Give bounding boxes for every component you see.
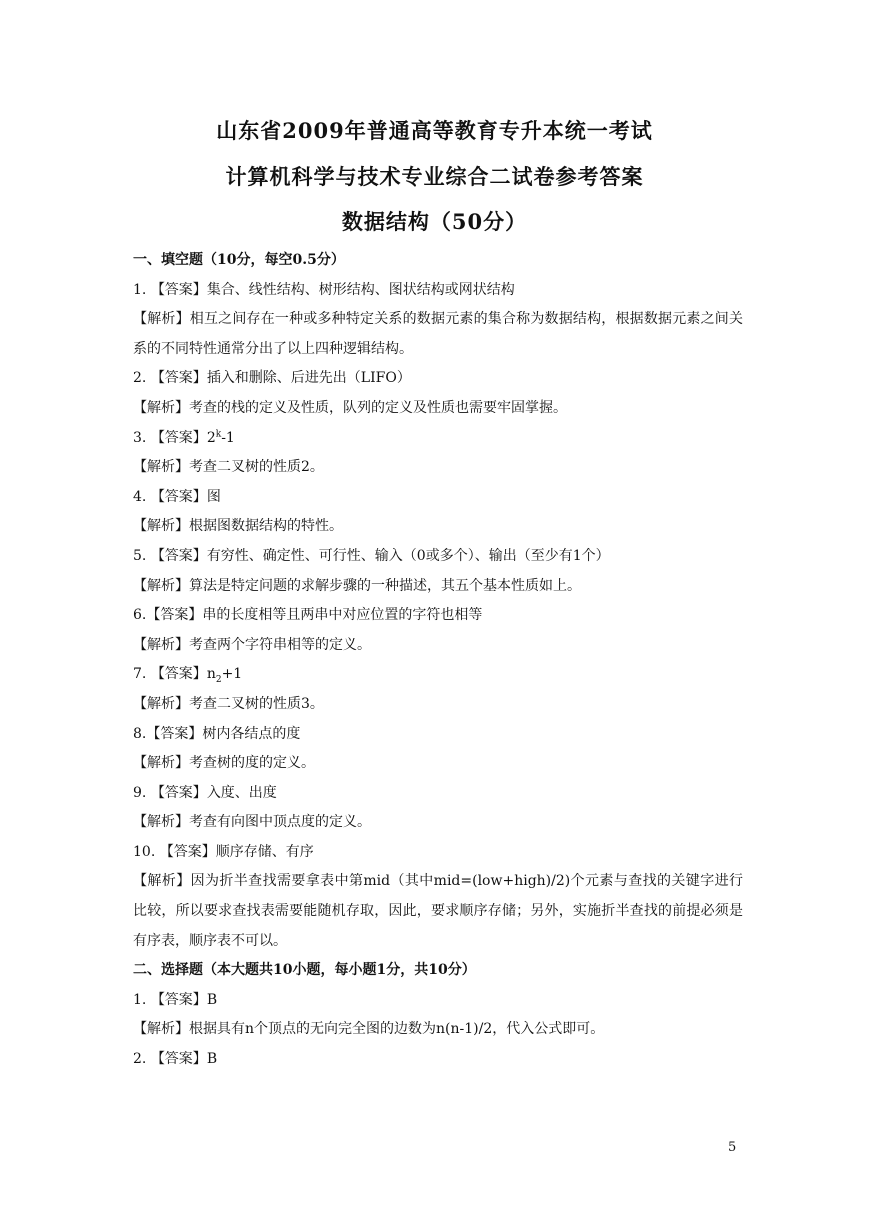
explanation-text: 算法是特定问题的求解步骤的一种描述，其五个基本性质如上。	[189, 577, 581, 594]
answer-line	[133, 1045, 743, 1075]
explanation-line	[133, 453, 743, 483]
answer-text: 插入和删除、后进先出（LIFO）	[206, 370, 411, 387]
answer-line	[133, 364, 743, 394]
explanation-line	[133, 512, 743, 542]
answer-line	[133, 542, 743, 572]
explanation-tag: 【解析】	[133, 636, 189, 653]
answer-text: 树内各结点的度	[202, 725, 301, 742]
answer-tag: 【答案】	[150, 666, 207, 683]
question-number: 4.	[133, 488, 147, 505]
explanation-line	[133, 690, 743, 720]
answer-line	[133, 720, 743, 750]
answer-text: B	[206, 991, 218, 1008]
question-number: 8.	[133, 725, 147, 742]
explanation-tag: 【解析】	[133, 459, 189, 476]
answer-formula: 2$^k$-1	[206, 428, 235, 446]
section-title: 数据结构（50分）	[341, 209, 528, 234]
explanation-tag: 【解析】	[133, 695, 189, 712]
question-number: 9.	[133, 784, 147, 801]
answer-tag: 【答案】	[150, 488, 207, 505]
question-number: 7.	[133, 666, 147, 683]
question-number: 2.	[133, 370, 147, 387]
answer-tag: 【答案】	[159, 843, 216, 860]
question-number: 2.	[133, 1051, 147, 1068]
explanation-tag: 【解析】	[133, 311, 190, 328]
answer-line	[133, 779, 743, 809]
answer-text: 入度、出度	[206, 784, 277, 801]
answer-tag: 【答案】	[150, 429, 207, 446]
answer-line	[133, 601, 743, 631]
answer-line	[133, 838, 743, 868]
answer-tag: 【答案】	[150, 547, 207, 564]
explanation-text: 根据具有n个顶点的无向完全图的边数为n(n-1)/2，代入公式即可。	[189, 1021, 605, 1038]
explanation-line	[133, 749, 743, 779]
explanation-tag: 【解析】	[133, 873, 191, 890]
explanation-line	[133, 572, 743, 602]
explanation-tag: 【解析】	[133, 1021, 189, 1038]
answer-content	[133, 246, 743, 1075]
explanation-line	[133, 305, 743, 364]
answer-line	[133, 986, 743, 1016]
explanation-text: 因为折半查找需要拿表中第mid（其中mid=(low+high)/2)个元素与查找的关键字进行比较，所以要求查找表需要能随机存取，因此，要求顺序存储；另外，实施折半查找的前提必须是有序表，顺序表不可以。	[133, 873, 743, 949]
answer-text: 顺序存储、有序	[215, 843, 314, 860]
explanation-text: 相互之间存在一种或多种特定关系的数据元素的集合称为数据结构，根据数据元素之间关系的不同特性通常分出了以上四种逻辑结构。	[133, 311, 744, 357]
answer-tag: 【答案】	[150, 281, 207, 298]
question-number: 5.	[133, 547, 147, 564]
answer-tag: 【答案】	[146, 725, 203, 742]
page-number: 5	[728, 1140, 737, 1155]
explanation-text: 考查树的度的定义。	[189, 755, 315, 772]
explanation-tag: 【解析】	[133, 399, 189, 416]
answer-text: B	[206, 1051, 218, 1068]
answer-text: 集合、线性结构、树形结构、图状结构或网状结构	[206, 281, 515, 298]
answer-text: 串的长度相等且两串中对应位置的字符也相等	[202, 607, 483, 624]
answer-tag: 【答案】	[150, 1051, 207, 1068]
answer-line	[133, 483, 743, 513]
answer-tag: 【答案】	[150, 991, 207, 1008]
explanation-tag: 【解析】	[133, 814, 189, 831]
answer-tag: 【答案】	[146, 607, 203, 624]
answer-tag: 【答案】	[150, 784, 207, 801]
explanation-line	[133, 808, 743, 838]
exam-subtitle: 计算机科学与技术专业综合二试卷参考答案	[225, 164, 644, 189]
explanation-line	[133, 867, 743, 956]
answer-text: 图	[206, 488, 221, 505]
explanation-line	[133, 631, 743, 661]
explanation-tag: 【解析】	[133, 755, 189, 772]
answer-tag: 【答案】	[150, 370, 207, 387]
explanation-tag: 【解析】	[133, 577, 189, 594]
exam-title: 山东省2009年普通高等教育专升本统一考试	[216, 118, 653, 143]
question-number: 6.	[133, 607, 147, 624]
explanation-text: 根据图数据结构的特性。	[189, 518, 343, 535]
explanation-text: 考查两个字符串相等的定义。	[189, 636, 371, 653]
question-number: 10.	[133, 843, 156, 860]
explanation-text: 考查的栈的定义及性质，队列的定义及性质也需要牢固掌握。	[189, 399, 567, 416]
explanation-tag: 【解析】	[133, 518, 189, 535]
answer-text: 有穷性、确定性、可行性、输入（0或多个）、输出（至少有1个）	[206, 547, 610, 564]
answer-line	[133, 424, 743, 454]
explanation-text: 考查二叉树的性质3。	[189, 695, 324, 712]
question-number: 1.	[133, 281, 147, 298]
section-heading-fill: 一、填空题（10分，每空0.5分）	[133, 252, 345, 268]
question-number: 1.	[133, 991, 147, 1008]
answer-line	[133, 660, 743, 690]
explanation-text: 考查二叉树的性质2。	[189, 459, 324, 476]
answer-line	[133, 276, 743, 306]
question-number: 3.	[133, 429, 147, 446]
answer-formula: $n_2+1$	[206, 666, 243, 686]
section-heading-choice: 二、选择题（本大题共10小题，每小题1分，共10分）	[133, 962, 476, 979]
explanation-text: 考查有向图中顶点度的定义。	[189, 814, 371, 831]
explanation-line	[133, 394, 743, 424]
explanation-line	[133, 1015, 743, 1045]
